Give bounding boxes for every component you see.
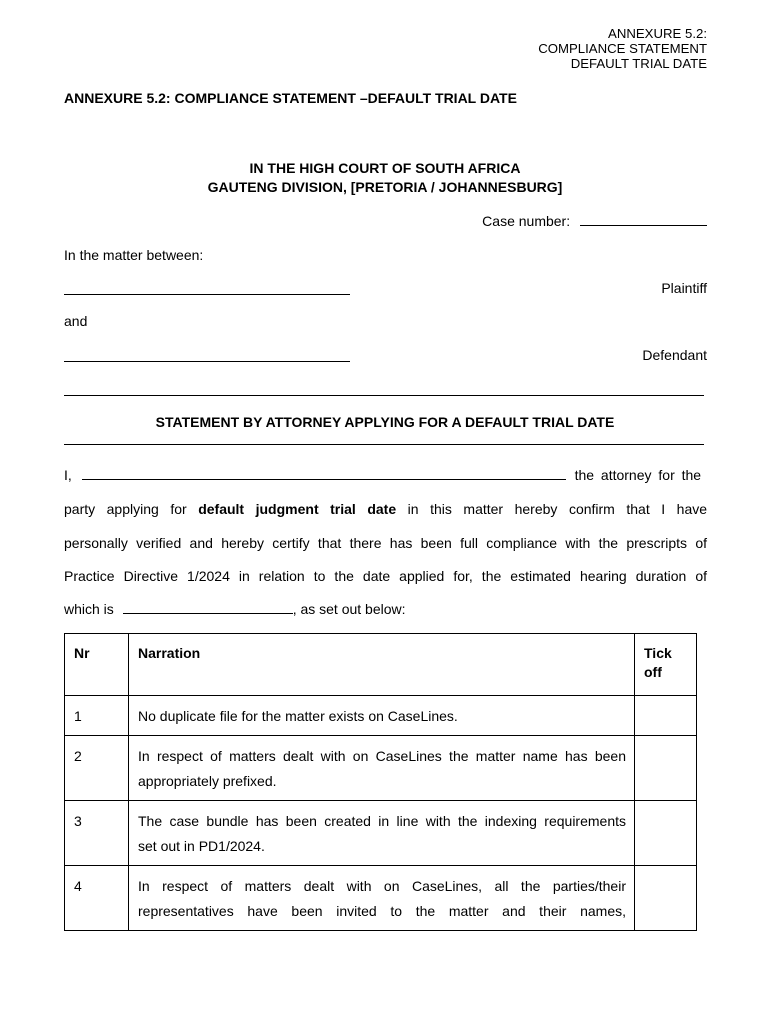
table-row: [65, 801, 697, 866]
hearing-duration-field[interactable]: [123, 601, 293, 614]
tick-off-cell[interactable]: [635, 736, 697, 801]
defendant-label: Defendant: [642, 347, 707, 363]
row-nr: 1: [65, 696, 129, 736]
divider-bottom: [64, 444, 704, 445]
row-narration: [129, 801, 635, 866]
narration-line: appropriately prefixed.: [138, 773, 277, 789]
paragraph-line-2: [64, 501, 707, 519]
court-division: GAUTENG DIVISION, [PRETORIA / JOHANNESBURG]: [207, 179, 563, 195]
divider-top: [64, 395, 704, 396]
row-narration: No duplicate file for the matter exists on CaseLines.: [129, 696, 635, 736]
row-narration: [129, 736, 635, 801]
paragraph-line-3: personally verified and hereby certify that there has been full compliance with the prescripts of: [64, 535, 707, 551]
narration-line: representatives have been invited to the matter and their names,: [138, 903, 626, 919]
paragraph-text: party applying for: [64, 501, 187, 517]
paragraph-text: which is: [64, 601, 114, 617]
paragraph-bold-text: default judgment trial date: [198, 501, 397, 517]
annexure-title: ANNEXURE 5.2: COMPLIANCE STATEMENT –DEFAULT TRIAL DATE: [64, 90, 517, 106]
defendant-name-field[interactable]: [64, 361, 350, 362]
case-number-label: Case number:: [482, 213, 571, 229]
row-nr: 4: [65, 866, 129, 931]
header-line-2: COMPLIANCE STATEMENT: [538, 41, 707, 56]
compliance-table: [64, 633, 697, 931]
header-nr: Nr: [65, 634, 129, 696]
annexure-header: [538, 26, 707, 71]
case-number: [482, 213, 707, 229]
paragraph-text: , as set out below:: [292, 601, 406, 617]
paragraph-text: in this matter hereby confirm that I have: [407, 501, 708, 517]
narration-line: The case bundle has been created in line with the indexing requirements: [138, 813, 626, 829]
plaintiff-name-field[interactable]: [64, 294, 350, 295]
tick-off-cell[interactable]: [635, 696, 697, 736]
narration-line: set out in PD1/2024.: [138, 838, 265, 854]
and-label: and: [64, 313, 88, 329]
paragraph-line-5: [64, 601, 707, 619]
paragraph-i: I,: [64, 467, 72, 483]
table-row: [65, 696, 697, 736]
matter-between-label: In the matter between:: [64, 247, 204, 263]
table-header-row: [65, 634, 697, 696]
paragraph-line-1: [64, 467, 707, 485]
row-narration: [129, 866, 635, 931]
paragraph-line-4: Practice Directive 1/2024 in relation to the date applied for, the estimated hearing duration of: [64, 568, 707, 584]
row-nr: 3: [65, 801, 129, 866]
row-nr: 2: [65, 736, 129, 801]
tick-off-cell[interactable]: [635, 866, 697, 931]
plaintiff-label: Plaintiff: [661, 280, 707, 296]
attorney-name-field[interactable]: [82, 467, 566, 480]
court-name: IN THE HIGH COURT OF SOUTH AFRICA: [249, 160, 521, 176]
narration-line: In respect of matters dealt with on CaseLines, all the parties/their: [138, 878, 626, 894]
statement-title: STATEMENT BY ATTORNEY APPLYING FOR A DEFAULT TRIAL DATE: [155, 414, 615, 430]
header-line-1: ANNEXURE 5.2:: [608, 26, 707, 41]
header-tick-off: Tick off: [635, 634, 697, 696]
paragraph-attorney-text: the attorney for the: [574, 467, 702, 483]
header-narration: Narration: [129, 634, 635, 696]
case-number-field[interactable]: [580, 213, 707, 226]
narration-line: In respect of matters dealt with on CaseLines the matter name has been: [138, 748, 626, 764]
header-line-3: DEFAULT TRIAL DATE: [570, 56, 707, 71]
table-row: [65, 866, 697, 931]
tick-off-cell[interactable]: [635, 801, 697, 866]
table-row: [65, 736, 697, 801]
